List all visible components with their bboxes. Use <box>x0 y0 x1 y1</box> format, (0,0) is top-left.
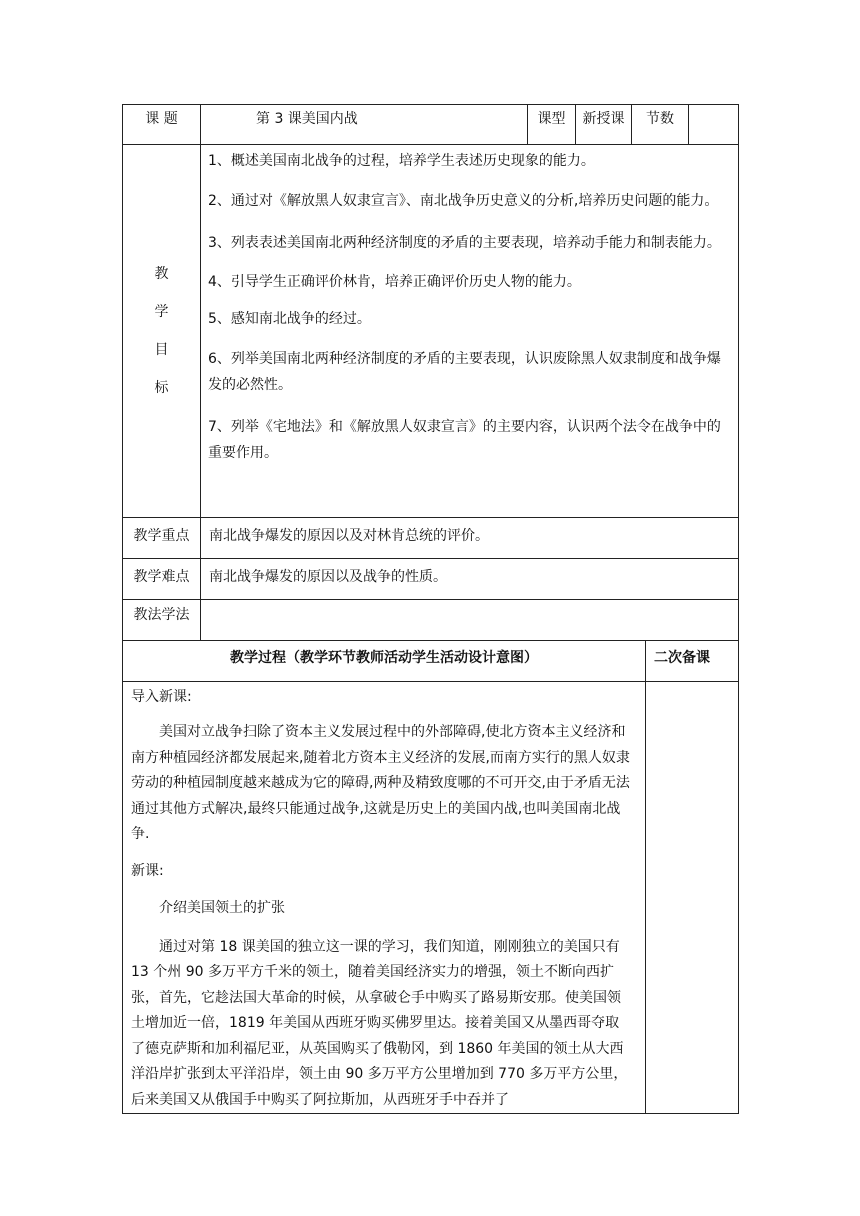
objectives-label-char: 目 <box>154 342 169 358</box>
intro-text: 美国对立战争扫除了资本主义发展过程中的外部障碍,使北方资本主义经济和南方种植园经济都发展起来,随着北方资本主义经济的发展,而南方实行的黑人奴隶劳动的种植园制度越来越成为它的障碍,两种及精致度哪的不可开交,由于矛盾无法通过其他方式解决,最终只能通过战争,这就是历史上的美国内战,也叫美国南北战争. <box>131 724 630 842</box>
objectives-row <box>123 145 739 518</box>
lesson-info-table <box>122 104 739 641</box>
key-point-label: 教学重点 <box>123 518 201 559</box>
process-content <box>123 682 646 1114</box>
method-label: 教法学法 <box>123 600 201 641</box>
objectives-content <box>201 145 739 518</box>
difficult-point-label: 教学难点 <box>123 559 201 600</box>
objectives-label-char: 学 <box>154 304 169 320</box>
type-value: 新授课 <box>576 105 632 145</box>
type-label: 课型 <box>528 105 576 145</box>
objective-item: 5、感知南北战争的经过。 <box>208 311 371 327</box>
objectives-label <box>123 145 201 518</box>
difficult-point-row <box>123 559 739 600</box>
objective-item: 1、概述美国南北战争的过程，培养学生表述历史现象的能力。 <box>208 153 595 169</box>
count-value <box>689 105 739 145</box>
subsection-title: 介绍美国领土的扩张 <box>159 899 285 916</box>
process-header-row <box>123 641 739 682</box>
body-text: 通过对第 18 课美国的独立这一课的学习，我们知道，刚刚独立的美国只有 13 个州 90 多万平方千米的领土，随着美国经济实力的增强，领土不断向西扩张，首先，它趁法国大革命的时候，从拿破仑手中购买了路易斯安那。使美国领土增加近一倍，1819 年美国从西班牙购买佛罗里达。接着美国又从墨西哥夺取了德克萨斯和加利福尼亚，从英国购买了俄勒冈，到 1860 年美国的领土从大西洋沿岸扩张到太平洋沿岸，领土由 90 多万平方公里增加到 770 多万平方公里，后来美国又从俄国手中购买了阿拉斯加，从西班牙手中吞并了 <box>131 938 628 1108</box>
objective-item: 2、通过对《解放黑人奴隶宣言》、南北战争历史意义的分析,培养历史问题的能力。 <box>208 193 719 209</box>
process-header: 教学过程（教学环节教师活动学生活动设计意图） <box>123 641 646 682</box>
second-prep-content <box>646 682 739 1114</box>
topic-value: 第 3 课美国内战 <box>201 105 528 145</box>
method-value <box>201 600 739 641</box>
key-point-value: 南北战争爆发的原因以及对林肯总统的评价。 <box>201 518 739 559</box>
objectives-label-char: 标 <box>154 380 169 396</box>
count-label: 节数 <box>632 105 689 145</box>
objective-item: 6、列举美国南北两种经济制度的矛盾的主要表现，认识废除黑人奴隶制度和战争爆发的必然性。 <box>208 351 721 393</box>
objectives-label-char: 教 <box>154 266 169 282</box>
second-prep-header: 二次备课 <box>646 641 739 682</box>
objective-item: 4、引导学生正确评价林肯，培养正确评价历史人物的能力。 <box>208 274 581 290</box>
objective-item: 3、列表表述美国南北两种经济制度的矛盾的主要表现，培养动手能力和制表能力。 <box>208 235 721 251</box>
method-row <box>123 600 739 641</box>
process-body-row <box>123 682 739 1114</box>
topic-label: 课 题 <box>123 105 201 145</box>
key-point-row <box>123 518 739 559</box>
difficult-point-value: 南北战争爆发的原因以及战争的性质。 <box>201 559 739 600</box>
intro-title: 导入新课: <box>131 689 192 705</box>
header-row <box>123 105 739 145</box>
teaching-process-table <box>122 640 739 1114</box>
objective-item: 7、列举《宅地法》和《解放黑人奴隶宣言》的主要内容，认识两个法令在战争中的重要作用。 <box>208 419 721 461</box>
new-lesson-title: 新课: <box>131 862 164 879</box>
